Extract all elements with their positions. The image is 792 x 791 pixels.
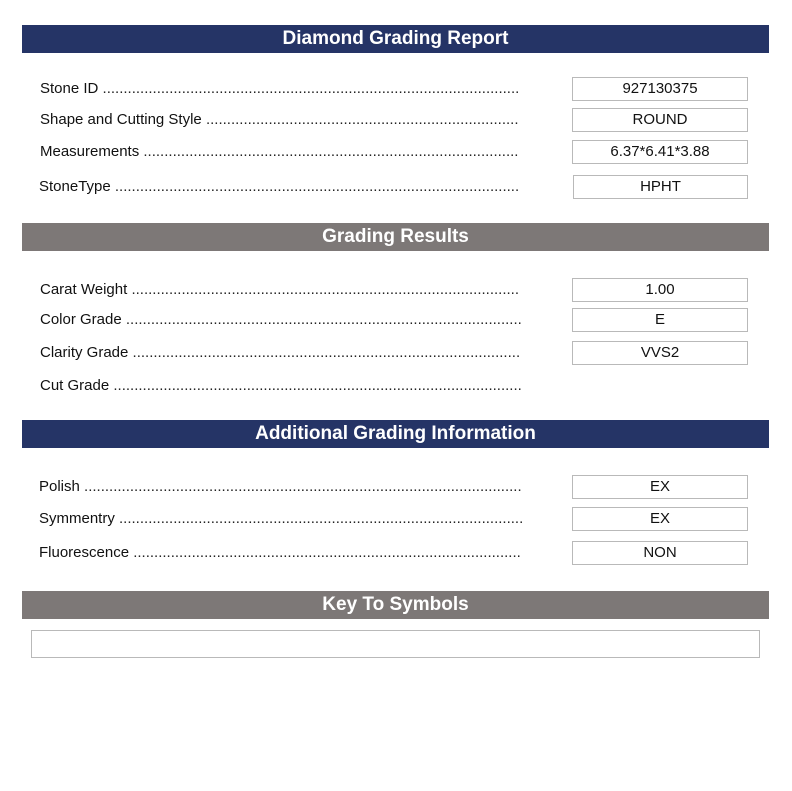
value-clarity-grade: VVS2 <box>572 341 748 365</box>
row-measurements <box>0 140 792 164</box>
row-fluorescence <box>0 541 792 565</box>
value-fluorescence: NON <box>572 541 748 565</box>
section-header-key-to-symbols: Key To Symbols <box>22 591 769 619</box>
value-stone-id: 927130375 <box>572 77 748 101</box>
row-clarity-grade <box>0 341 792 365</box>
row-stone-type <box>0 175 792 199</box>
label-carat-weight: Carat Weight ..... <box>40 278 519 302</box>
row-symmetry <box>0 507 792 531</box>
value-measurements: 6.37*6.41*3.88 <box>572 140 748 164</box>
label-color-grade: Color Grade ..... <box>40 308 521 332</box>
row-carat-weight <box>0 278 792 302</box>
value-stone-type: HPHT <box>573 175 748 199</box>
label-fluorescence: Fluorescence ..... <box>39 541 520 565</box>
row-color-grade <box>0 308 792 332</box>
value-color-grade: E <box>572 308 748 332</box>
label-polish: Polish ..... <box>39 475 521 499</box>
section-header-grading-results: Grading Results <box>22 223 769 251</box>
label-shape: Shape and Cutting Style ..... <box>40 108 519 132</box>
label-clarity-grade: Clarity Grade ..... <box>40 341 520 365</box>
label-measurements: Measurements ..... <box>40 140 519 164</box>
section-header-report: Diamond Grading Report <box>22 25 769 53</box>
value-symmetry: EX <box>572 507 748 531</box>
value-carat-weight: 1.00 <box>572 278 748 302</box>
key-to-symbols-box <box>31 630 760 658</box>
value-shape: ROUND <box>572 108 748 132</box>
label-stone-id: Stone ID ..... <box>40 77 519 101</box>
row-shape <box>0 108 792 132</box>
row-polish <box>0 475 792 499</box>
section-header-additional-info: Additional Grading Information <box>22 420 769 448</box>
value-polish: EX <box>572 475 748 499</box>
row-cut-grade <box>0 374 792 398</box>
label-cut-grade: Cut Grade ..... <box>40 374 521 398</box>
row-stone-id <box>0 77 792 101</box>
label-stone-type: StoneType ..... <box>39 175 519 199</box>
label-symmetry: Symmentry ..... <box>39 507 523 531</box>
